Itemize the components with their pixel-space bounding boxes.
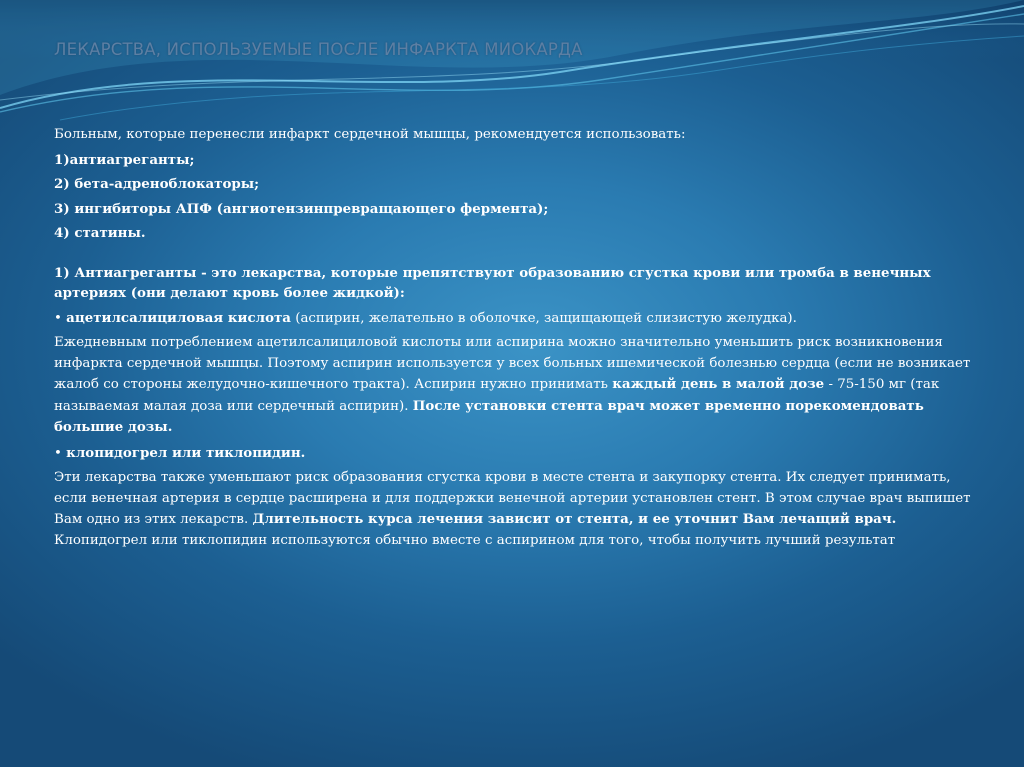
aspirin-paragraph-bold-1: каждый день в малой дозе (612, 376, 825, 392)
bullet-marker: • (54, 310, 62, 326)
bullet-marker: • (54, 445, 62, 461)
slide-title: ЛЕКАРСТВА, ИСПОЛЬЗУЕМЫЕ ПОСЛЕ ИНФАРКТА МИОКАРДА (54, 40, 583, 59)
aspirin-paragraph-text-1: Ежедневным потреблением ацетилсалициловой кислоты или аспирина можно значительно уменьшить риск возникновения инфаркта сердечной мышцы. Поэтому аспирин используется у всех больных ишемической болезнью сердца (если не возникает жалоб со стороны желудочно-кишечного тракта). Аспирин нужно принимать (54, 335, 971, 392)
clopidogrel-paragraph-bold-1: Длительность курса лечения зависит от стента, и ее уточнит Вам лечащий врач. (252, 511, 897, 527)
list-item-4: 4) статины. (54, 225, 146, 241)
slide-content (54, 125, 979, 551)
decorative-waves (0, 0, 1024, 130)
list-item-1: 1)антиагреганты; (54, 151, 195, 168)
clopidogrel-paragraph (54, 468, 979, 551)
list-item-2: 2) бета-адреноблокаторы; (54, 176, 260, 192)
clopidogrel-name: клопидогрел или тиклопидин. (66, 444, 306, 461)
aspirin-paragraph-bold-2: После установки стента врач может временно порекомендовать большие дозы. (54, 397, 924, 435)
aspirin-note: (аспирин, желательно в оболочке, защищающей слизистую желудка). (290, 310, 797, 326)
aspirin-bullet-item (54, 308, 979, 330)
clopidogrel-paragraph-text-2: Клопидогрел или тиклопидин используются обычно вместе с аспирином для того, чтобы получить лучший результат (54, 532, 896, 548)
list-item-3: 3) ингибиторы АПФ (ангиотензинпревращающего фермента); (54, 200, 549, 217)
clopidogrel-bullet-item (54, 443, 979, 465)
aspirin-name: ацетилсалициловая кислота (66, 309, 291, 326)
clopidogrel-paragraph-text-1: Эти лекарства также уменьшают риск образования сгустка крови в месте стента и закупорку стента. Их следует принимать, если венечная артерия в сердце расширена и для поддержки венечной артерии установлен стент. В этом случае врач выпишет Вам одно из этих лекарств. (54, 470, 971, 527)
aspirin-paragraph (54, 333, 979, 439)
antiplatelet-definition: 1) Антиагреганты - это лекарства, которые препятствуют образованию сгустка крови или тромба в венечных артериях (они делают кровь более жидкой): (54, 264, 931, 301)
aspirin-paragraph-text-2: - 75-150 мг (так называемая малая доза или сердечный аспирин). (54, 377, 940, 414)
intro-text: Больным, которые перенесли инфаркт сердечной мышцы, рекомендуется использовать: (54, 127, 686, 142)
